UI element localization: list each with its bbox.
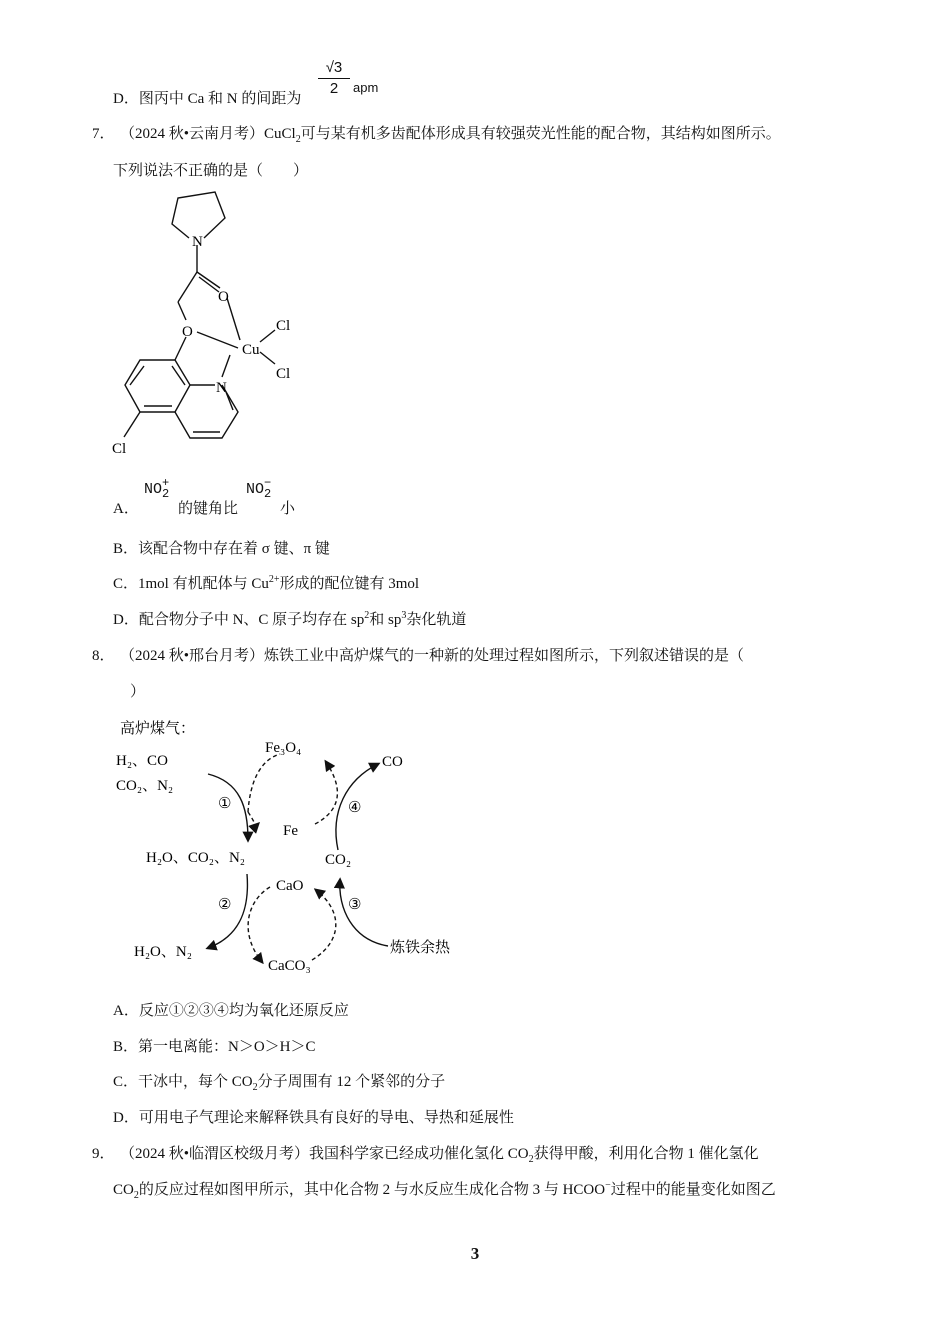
structure-o-ether: O [182,324,193,340]
structure-cu: Cu [242,342,260,358]
q7-structure-diagram [100,180,320,465]
q7-option-a-label: A． [113,501,139,517]
q8-option-b: B．第一电离能：N＞O＞H＞C [113,1039,316,1055]
diagram-step-2: ② [218,897,232,913]
fraction-denominator: 2 [329,80,339,97]
structure-n-quinoline: N [216,380,227,396]
fraction-unit: apm [353,80,379,95]
structure-cl-ring: Cl [112,441,127,457]
q8-option-c: C．干冰中，每个 $CO_2$分子周围有 12 个紧邻的分子 [113,1074,446,1093]
diagram-cao: CaO [276,878,304,894]
q7-option-a-end: 小 [280,501,296,517]
q7-option-d: D．配合物分子中 N、C 原子均存在 $sp^2$和 $sp^3$杂化轨道 [113,610,467,628]
q8-process-diagram [110,712,470,982]
diagram-title: 高炉煤气： [120,719,196,737]
diagram-fe: Fe [283,823,298,839]
structure-cl-1: Cl [276,318,291,334]
diagram-co2: CO₂ [325,852,352,868]
diagram-step-1: ① [218,796,232,812]
diagram-step-4: ④ [348,800,362,816]
diagram-out-mix: H₂O、N₂ [134,944,192,960]
q7-option-a-ion2: NO − 2 [246,476,272,502]
q6-fraction [318,58,350,99]
diagram-caco3: CaCO₃ [268,958,311,974]
q7-number: 7． [92,126,115,142]
q9-number: 9． [92,1146,115,1162]
q7-option-a-ion1: NO + 2 [144,476,170,502]
q6-option-d-label: D． [113,91,139,107]
q8-stem-line2: ） [130,684,146,700]
q7-stem: （2024 秋•云南月考）CuCl$_2$可与某有机多齿配体形成具有较强荧光性能的配合物，其结构如图所示。 [120,126,781,145]
structure-n-ring: N [192,234,203,250]
diagram-heat: 炼铁余热 [390,938,451,956]
structure-cl-2: Cl [276,366,291,382]
structure-o-carbonyl: O [218,289,229,305]
page-number: 3 [470,1244,480,1263]
fraction-numerator: √3 [318,58,350,79]
q6-option-d-text: 图丙中 Ca 和 N 的间距为 [138,91,302,107]
diagram-co-out: CO [382,754,403,770]
diagram-feed-line2: CO₂、N₂ [116,778,174,794]
q8-stem: （2024 秋•邢台月考）炼铁工业中高炉煤气的一种新的处理过程如图所示，下列叙述错误的是（ [120,648,745,664]
diagram-fe3o4: Fe₃O₄ [265,740,302,756]
diagram-feed-line1: H₂、CO [116,753,168,769]
q8-option-a: A．反应①②③④均为氧化还原反应 [113,1003,349,1019]
q6-option-d [113,89,301,109]
q9-line1: （2024 秋•临渭区校级月考）我国科学家已经成功催化氢化 $CO_2$获得甲酸，利用化合物 1 催化氢化 [120,1146,759,1165]
q7-option-a-mid: 的键角比 [178,501,239,517]
q9-line2: $CO_2$的反应过程如图甲所示，其中化合物 2 与水反应生成化合物 3 与 HCOO−过程中的能量变化如图乙 [113,1180,776,1201]
diagram-step-3: ③ [348,897,362,913]
q7-option-c: C．1mol 有机配体与 $Cu^{2+}$形成的配位键有 3mol [113,574,420,592]
diagram-mid-mix: H₂O、CO₂、N₂ [146,850,246,866]
q7-stem-line2: 下列说法不正确的是（ ） [113,163,309,179]
q7-option-b: B．该配合物中存在着 σ 键、π 键 [113,541,330,557]
q8-option-d: D．可用电子气理论来解释铁具有良好的导电、导热和延展性 [113,1110,514,1126]
q8-number: 8． [92,648,115,664]
